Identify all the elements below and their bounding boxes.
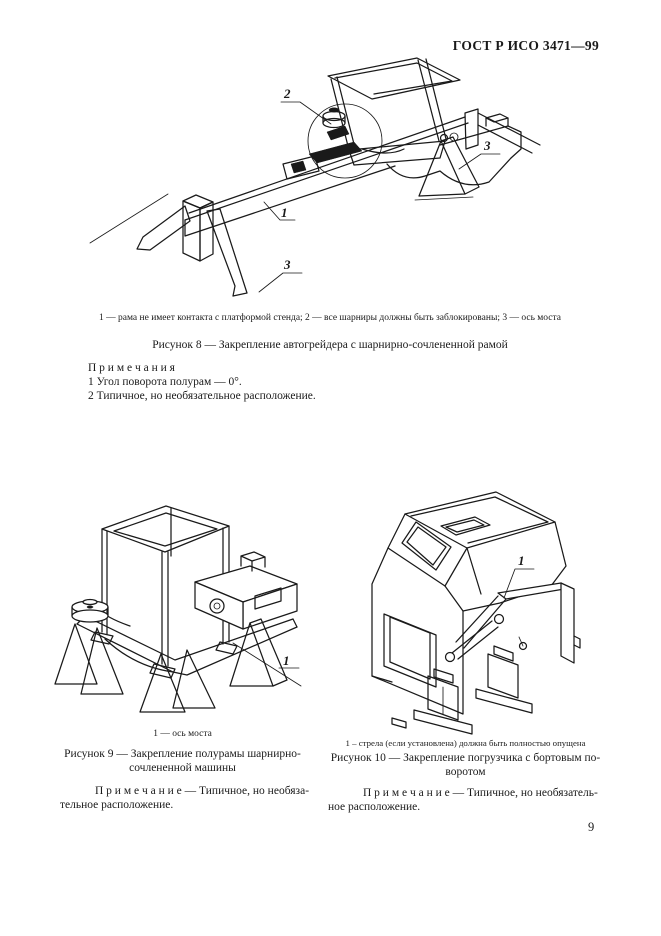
figure9-note-line2: тельное расположение. xyxy=(60,799,174,811)
note-item-1: 1 Угол поворота полурам — 0°. xyxy=(88,376,242,388)
figure10-note-line2: ное расположение. xyxy=(328,801,421,813)
figure9-note-line1: П р и м е ч а н и е — Типичное, но необяза- xyxy=(95,785,310,797)
left-wedge-stand xyxy=(137,206,190,250)
callout-3-right xyxy=(459,138,500,169)
figure8-caption: Рисунок 8 — Закрепление автогрейдера с шарнирно-сочлененной рамой xyxy=(152,339,508,351)
figure10-caption-line2: воротом xyxy=(445,766,486,778)
articulation-joint xyxy=(283,108,404,179)
boom-arm xyxy=(446,583,581,663)
svg-text:2: 2 xyxy=(284,86,291,101)
figure8-legend: 1 — рама не имеет контакта с платформой стенда; 2 — все шарниры должны быть заблокированы; 3 — ось моста xyxy=(99,313,561,323)
svg-text:1: 1 xyxy=(283,653,290,668)
svg-text:3: 3 xyxy=(284,257,291,272)
skidsteer-cab xyxy=(388,492,566,594)
svg-text:1: 1 xyxy=(518,553,525,568)
right-jack-stand xyxy=(415,135,479,201)
skidsteer-body xyxy=(372,548,551,728)
callout-3-bottom xyxy=(259,257,302,292)
main-frame-beam xyxy=(185,109,540,236)
svg-text:3: 3 xyxy=(484,138,491,153)
figure10-legend: 1 – стрела (если установлена) должна быть полностью опущена xyxy=(345,738,586,748)
doc-code-header: ГОСТ Р ИСО 3471—99 xyxy=(452,38,599,53)
callout-2 xyxy=(281,86,331,124)
figure10-caption-line1: Рисунок 10 — Закрепление погрузчика с бортовым по- xyxy=(330,752,601,764)
figure10-note-line1: П р и м е ч а н и е — Типичное, но необязатель- xyxy=(363,787,598,799)
note-item-2: 2 Типичное, но необязательное расположение. xyxy=(88,390,316,402)
axle-hub xyxy=(72,600,130,627)
figure9-caption-line2: сочлененной машины xyxy=(129,762,236,774)
page-number: 9 xyxy=(588,820,595,834)
engine-block xyxy=(195,552,297,629)
figure9-drawing xyxy=(45,496,325,726)
blade-edge-line xyxy=(90,194,168,243)
notes-title: П р и м е ч а н и я xyxy=(88,362,175,374)
figure10-drawing xyxy=(348,486,625,738)
figure9-legend: 1 — ось моста xyxy=(153,729,212,739)
figure9-callout-1 xyxy=(233,643,301,686)
figure9-caption-line1: Рисунок 9 — Закрепление полурамы шарнирно- xyxy=(64,748,301,760)
figure8-drawing xyxy=(88,53,550,310)
svg-text:1: 1 xyxy=(281,205,288,220)
